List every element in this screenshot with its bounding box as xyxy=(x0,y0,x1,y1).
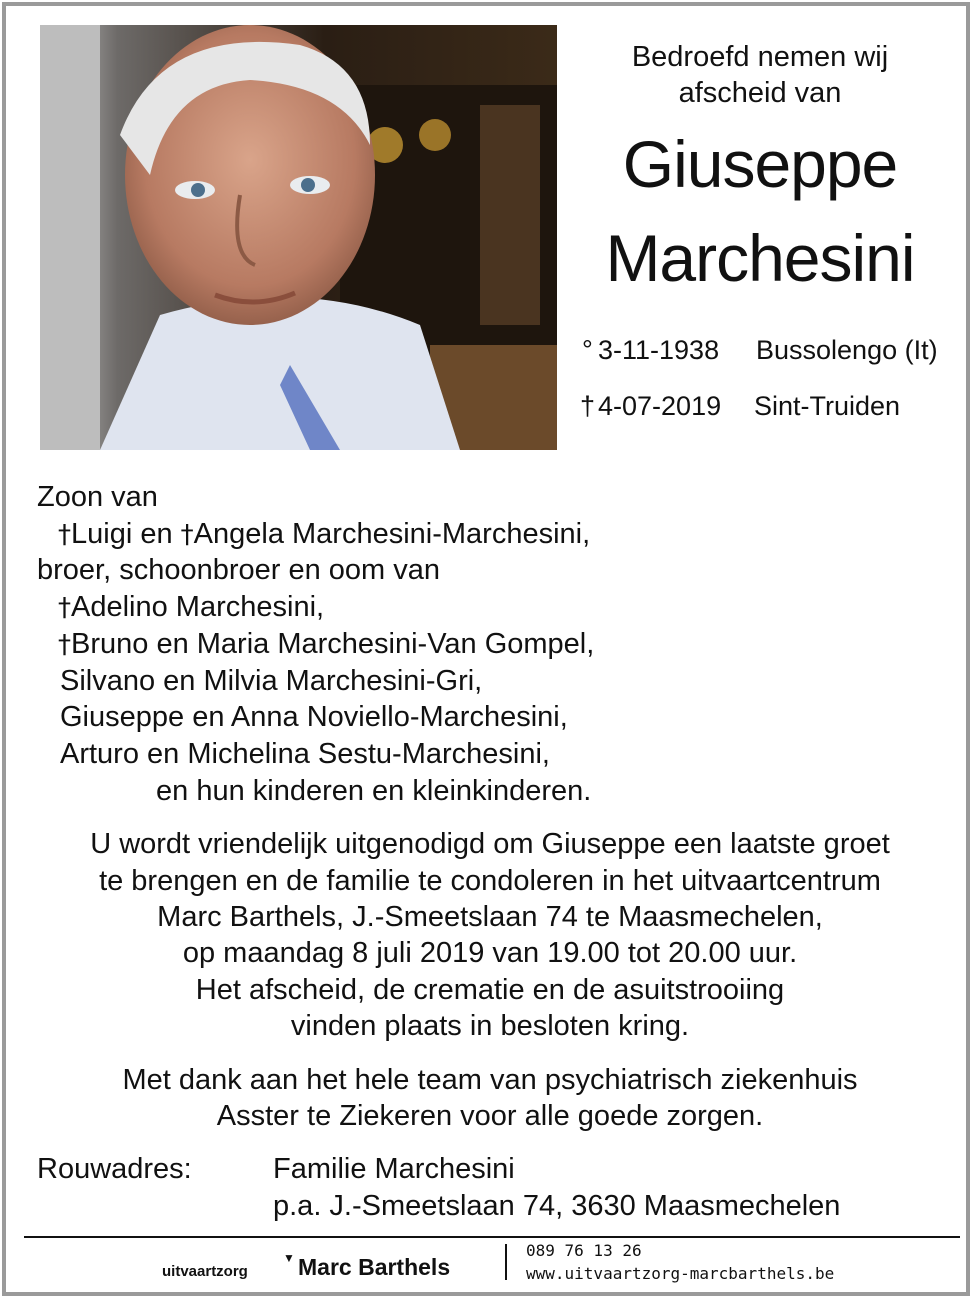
address-line-1: Familie Marchesini xyxy=(273,1153,515,1185)
family-line-4: †Adelino Marchesini, xyxy=(58,591,325,623)
birth-date: 3-11-1938 xyxy=(598,335,720,365)
deceased-first-name: Giuseppe xyxy=(622,127,898,201)
family-line-7: Giuseppe en Anna Noviello-Marchesini, xyxy=(60,701,568,733)
cross-icon: † xyxy=(58,520,71,550)
invitation-line-5: Het afscheid, de crematie en de asuitstrooiing xyxy=(195,974,785,1006)
invitation-line-6: vinden plaats in besloten kring. xyxy=(290,1010,690,1042)
footer-website[interactable]: www.uitvaartzorg-marcbarthels.be xyxy=(526,1264,835,1283)
family-line-8: Arturo en Michelina Sestu-Marchesini, xyxy=(60,738,550,770)
brand-name: Marc Barthels xyxy=(298,1254,451,1280)
brand-triangle-icon: ▼ xyxy=(283,1251,295,1265)
address-label: Rouwadres: xyxy=(37,1153,192,1185)
portrait-photo xyxy=(40,25,557,450)
invitation-line-2: te brengen en de familie te condoleren in het uitvaartcentrum xyxy=(99,865,881,897)
family-line-3: broer, schoonbroer en oom van xyxy=(37,554,441,586)
address-line-2: p.a. J.-Smeetslaan 74, 3630 Maasmechelen xyxy=(273,1190,841,1222)
death-place: Sint-Truiden xyxy=(754,391,901,421)
footer-divider xyxy=(24,1236,960,1238)
death-cross-icon: † xyxy=(580,391,596,421)
family-line-1: Zoon van xyxy=(37,481,158,513)
footer-phone: 089 76 13 26 xyxy=(526,1241,642,1260)
invitation-line-4: op maandag 8 juli 2019 van 19.00 tot 20.00 uur. xyxy=(182,937,798,969)
cross-icon: † xyxy=(180,520,194,550)
cross-icon: † xyxy=(58,630,71,660)
thanks-line-2: Asster te Ziekeren voor alle goede zorgen. xyxy=(216,1100,764,1132)
family-line-5: †Bruno en Maria Marchesini-Van Gompel, xyxy=(58,628,595,660)
death-date: 4-07-2019 xyxy=(598,391,722,421)
intro-line-2: afscheid van xyxy=(678,77,842,109)
invitation-line-1: U wordt vriendelijk uitgenodigd om Giuseppe een laatste groet xyxy=(90,828,890,860)
family-line-6: Silvano en Milvia Marchesini-Gri, xyxy=(60,665,483,697)
family-line-9: en hun kinderen en kleinkinderen. xyxy=(156,775,592,807)
family-line-2: †Luigi en †Angela Marchesini-Marchesini, xyxy=(58,518,591,550)
thanks-line-1: Met dank aan het hele team van psychiatrisch ziekenhuis xyxy=(122,1064,858,1096)
intro-line-1: Bedroefd nemen wij xyxy=(631,41,889,73)
brand-prefix: uitvaartzorg xyxy=(162,1263,248,1280)
footer-separator xyxy=(505,1244,507,1280)
deceased-last-name: Marchesini xyxy=(605,221,915,295)
birth-symbol: ° xyxy=(582,335,593,365)
birth-place: Bussolengo (It) xyxy=(756,335,938,365)
cross-icon: † xyxy=(58,593,71,623)
invitation-line-3: Marc Barthels, J.-Smeetslaan 74 te Maasmechelen, xyxy=(157,901,823,933)
